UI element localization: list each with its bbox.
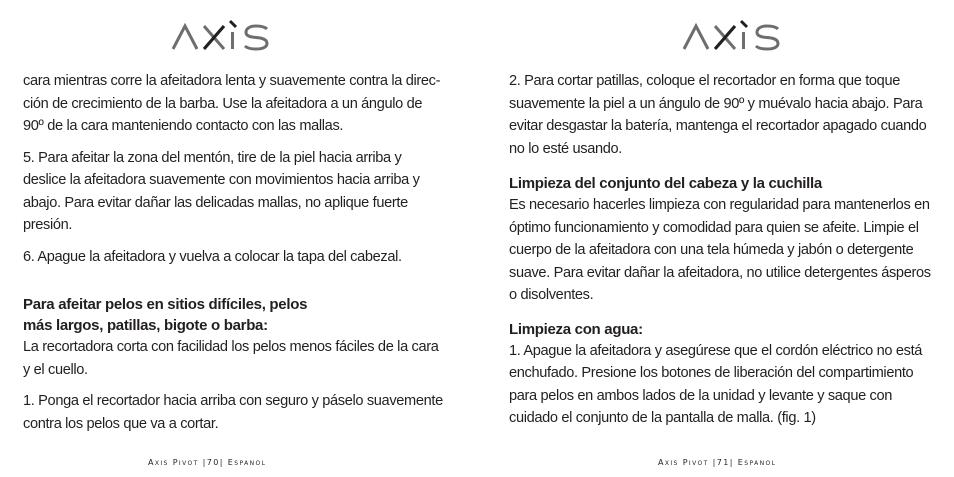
page-number: 70 (206, 458, 220, 467)
body-paragraph: 1. Ponga el recortador hacia arriba con seguro y páselo suavemente contra los pelos que va a cortar. (23, 393, 443, 432)
body-paragraph: 1. Apague la afeitadora y asegúrese que el cordón eléctrico no está enchufado. Presione los botones de liberación del compartimiento para pelos en ambos lados de la unidad y levante y saque con cuidado el conjunto de la pantalla de malla. (fig. 1) (509, 342, 923, 426)
body-paragraph: 6. Apague la afeitadora y vuelva a colocar la tapa del cabezal. (23, 248, 402, 265)
section-heading: Limpieza del conjunto del cabeza y la cuchilla (509, 175, 822, 192)
body-paragraph: cara mientras corre la afeitadora lenta y suavemente contra la direc-ción de crecimiento de la barba. Use la afeitadora a un ángulo de 90º de la cara manteniendo contacto con las mallas. (23, 73, 441, 134)
footer-language: Espanol (227, 458, 267, 467)
body-paragraph: Es necesario hacerles limpieza con regularidad para mantenerlos en óptimo funcionamiento y comodidad para quien se afeite. Limpie el cuerpo de la afeitadora con una tela húmeda y jabón o detergente suave. Para evitar dañar la afeitadora, no utilice detergentes ásperos o disolventes. (509, 197, 931, 303)
page-footer: Axis Pivot |71| Espanol (658, 458, 777, 467)
footer-brand: Axis Pivot (148, 458, 199, 467)
right-page (477, 0, 954, 477)
body-paragraph: 5. Para afeitar la zona del mentón, tire de la piel hacia arriba y deslice la afeitadora suavemente con movimientos hacia arriba y abajo. Para evitar dañar las delicadas mallas, no aplique fuerte presión. (23, 149, 420, 233)
right-content (509, 70, 939, 439)
section-heading (23, 294, 443, 336)
heading-line: Para afeitar pelos en sitios difíciles, pelos (23, 296, 308, 313)
axis-logo (681, 18, 791, 52)
axis-logo (170, 18, 280, 52)
body-paragraph: La recortadora corta con facilidad los pelos menos fáciles de la cara y el cuello. (23, 339, 439, 378)
body-paragraph: 2. Para cortar patillas, coloque el recortador en forma que toque suavemente la piel a un ángulo de 90º y muévalo hacia abajo. Para evitar desgastar la batería, mantenga el recortador apagado cuando no lo esté usando. (509, 73, 927, 157)
page-number: 71 (716, 458, 730, 467)
left-content (23, 70, 443, 444)
heading-line: más largos, patillas, bigote o barba: (23, 317, 268, 334)
footer-language: Espanol (737, 458, 777, 467)
page-footer: Axis Pivot |70| Espanol (148, 458, 267, 467)
section-heading: Limpieza con agua: (509, 320, 643, 338)
footer-brand: Axis Pivot (658, 458, 709, 467)
